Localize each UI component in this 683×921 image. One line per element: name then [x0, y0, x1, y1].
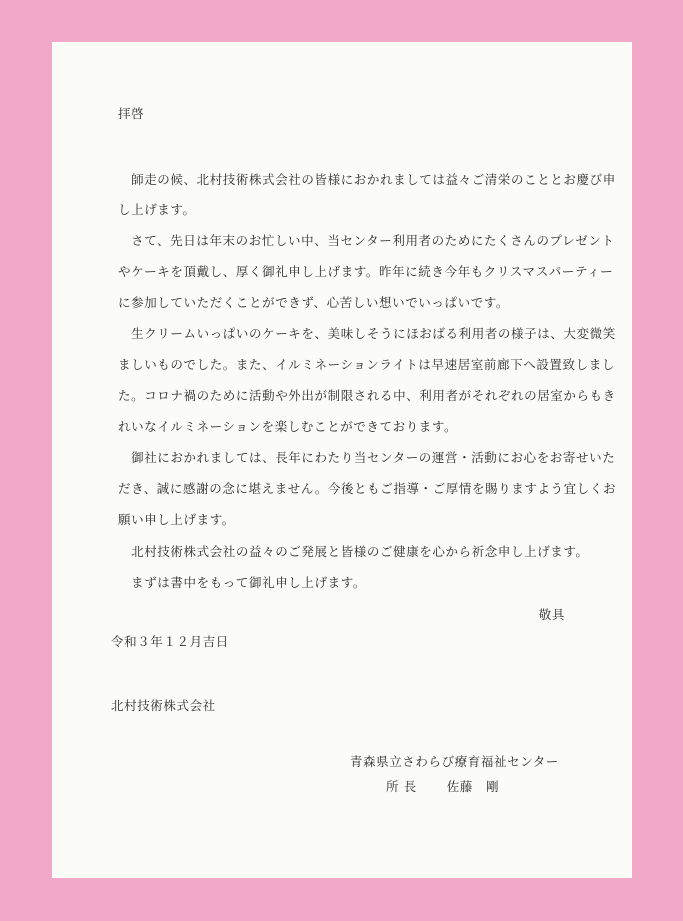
body-line: ましいものでした。また、イルミネーションライトは早速居室前廊下へ設置致しまし [118, 357, 615, 372]
body-line: だき、誠に感謝の念に堪えません。今後ともご指導・ご厚情を賜りますよう宜しくお [118, 481, 617, 496]
body-line: た。コロナ禍のために活動や外出が制限される中、利用者がそれぞれの居室からもき [118, 388, 616, 403]
body-line: 願い申し上げます。 [118, 512, 235, 527]
body-line: れいなイルミネーションを楽しむことができております。 [118, 419, 458, 434]
body-line: まずは書中をもって御礼申し上げます。 [118, 575, 366, 590]
body-line: さて、先日は年末のお忙しい中、当センター利用者のためにたくさんのプレゼント [118, 233, 615, 248]
recipient: 北村技術株式会社 [111, 698, 216, 713]
body-line: し上げます。 [118, 202, 196, 217]
sender-name: 佐藤 剛 [446, 779, 500, 794]
body-line: 生クリームいっぱいのケーキを、美味しそうにほおばる利用者の様子は、大変微笑 [118, 326, 616, 341]
closing: 敬具 [538, 607, 565, 622]
date: 令和３年１２月吉日 [111, 634, 229, 649]
body-line: 御社におかれましては、長年にわたり当センターの運営・活動にお心をお寄せいた [118, 450, 616, 465]
sender-organization: 青森県立さわらび療育福祉センター [349, 754, 559, 769]
greeting: 拝啓 [118, 106, 145, 121]
body-line: 師走の候、北村技術株式会社の皆様におかれましては益々ご清栄のこととお慶び申 [118, 172, 616, 187]
sender-signature [386, 777, 499, 795]
body-line: 北村技術株式会社の益々のご発展と皆様のご健康を心から祈念申し上げます。 [118, 544, 589, 559]
body-line: に参加していただくことができず、心苦しい想いでいっぱいです。 [118, 295, 510, 310]
body-line: やケーキを頂戴し、厚く御礼申し上げます。昨年に続き今年もクリスマスパーティー [118, 264, 614, 279]
letter-paper [52, 42, 632, 878]
sender-title: 所 長 [386, 779, 417, 794]
